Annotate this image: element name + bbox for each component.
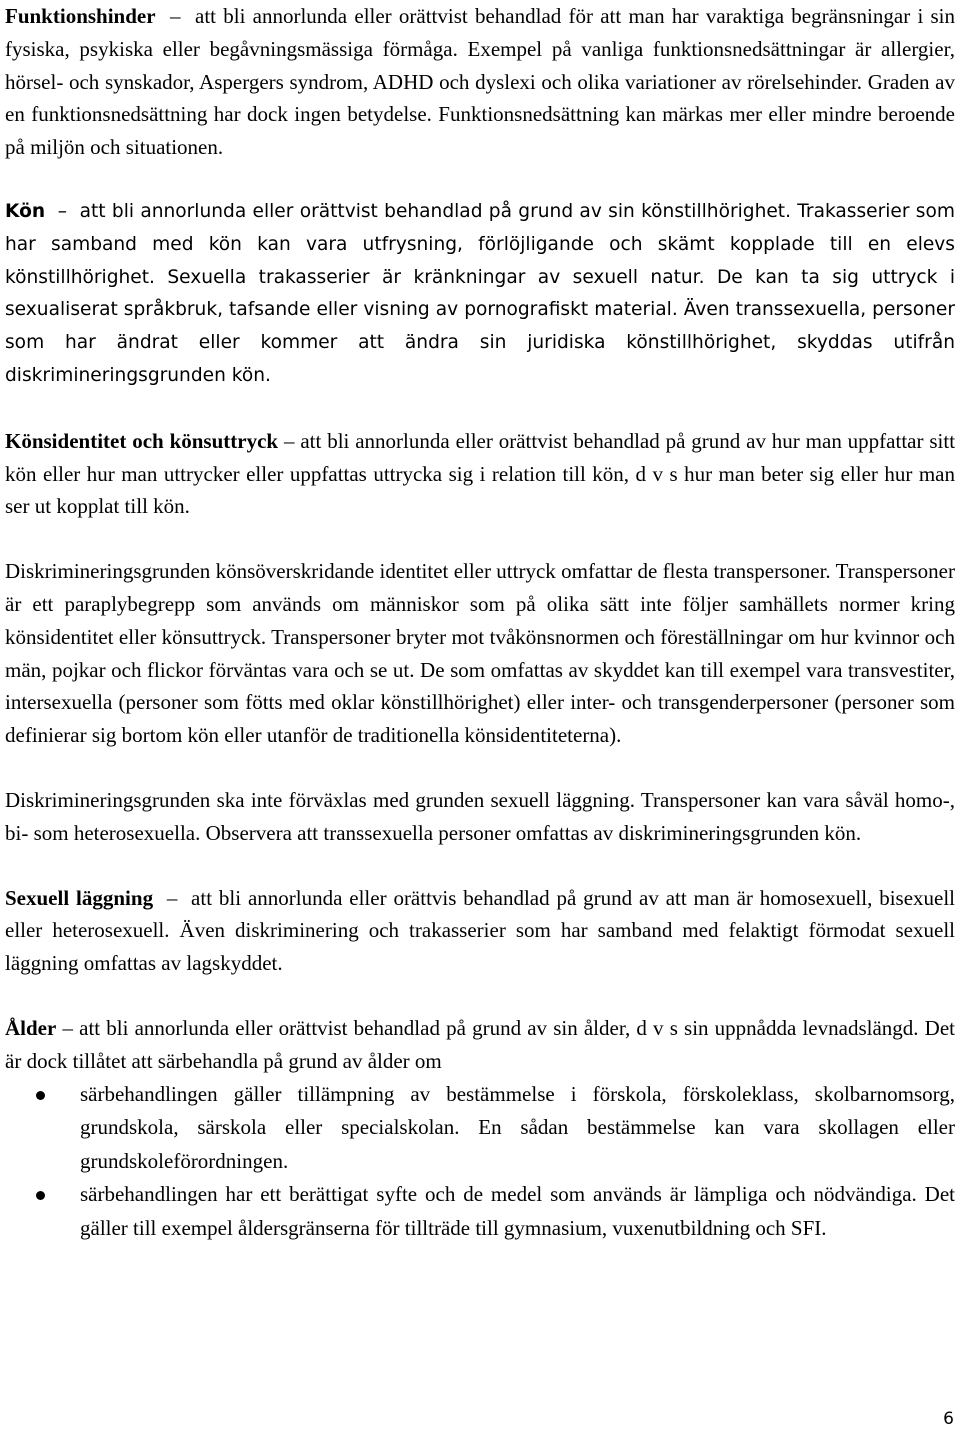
bullet-icon	[36, 1091, 45, 1100]
kon-paragraph	[5, 196, 955, 393]
diskriminering-paragraph-2: Diskrimineringsgrunden ska inte förväxlas med grunden sexuell läggning. Transpersoner kan vara såväl homo-, bi- som heterosexuella. Observera att transsexuella personer omfattas av diskrimineringsgrunden kön.	[5, 787, 955, 845]
funktionshinder-term: Funktionshinder	[5, 4, 156, 28]
term-dash: –	[62, 1015, 73, 1040]
alder-exception-list	[5, 1078, 955, 1246]
alder-text: att bli annorlunda eller orättvist behandlad på grund av sin ålder, d v s sin uppnådda levnadslängd. Det är dock tillåtet att särbehandla på grund av ålder om	[5, 1015, 955, 1073]
term-dash: –	[57, 200, 67, 222]
funktionshinder-text: att bli annorlunda eller orättvist behandlad för att man har varaktiga begränsningar i sin fysiska, psykiska eller begåvningsmässiga förmåga. Exempel på vanliga funktionsnedsättningar är allergier, hörsel- och synskador, Aspergers syndrom, ADHD och dyslexi och olika variationer av rörelsehinder. Graden av en funktionsnedsättning har dock ingen betydelse. Funktionsnedsättning kan märkas mer eller mindre beroende på miljön och situationen.	[5, 4, 956, 160]
konsidentitet-text: att bli annorlunda eller orättvist behandlad på grund av hur man uppfattar sitt kön eller hur man uttrycker eller uppfattas uttrycka sig i relation till kön, d v s hur man beter sig eller hur man ser ut kopplat till kön.	[5, 428, 956, 519]
list-item	[5, 1078, 955, 1179]
term-dash: –	[170, 4, 181, 28]
page-number: 6	[943, 1409, 954, 1429]
term-dash: –	[166, 885, 178, 910]
bullet-icon	[36, 1191, 45, 1200]
list-item	[5, 1178, 955, 1245]
konsidentitet-term: Könsidentitet och könsuttryck	[5, 428, 279, 453]
sexuell-text: att bli annorlunda eller orättvis behandlad på grund av att man är homosexuell, bisexuell eller heterosexuell. Även diskriminering och trakasserier som har samband med felaktigt förmodat sexuell läggning omfattas av lagskyddet.	[5, 885, 956, 976]
sexuell-term: Sexuell läggning	[5, 885, 154, 910]
term-dash: –	[283, 428, 295, 453]
kon-term: Kön	[5, 200, 46, 222]
konsidentitet-paragraph	[5, 425, 955, 523]
list-item-text: särbehandlingen har ett berättigat syfte och de medel som används är lämpliga och nödvändiga. Det gäller till exempel åldersgränserna för tillträde till gymnasium, vuxenutbildning och SFI.	[80, 1182, 955, 1240]
list-item-text: särbehandlingen gäller tillämpning av bestämmelse i förskola, förskoleklass, skolbarnomsorg, grundskola, särskola eller specialskolan. En sådan bestämmelse kan vara skollagen eller grundskoleförordningen.	[80, 1081, 955, 1173]
alder-term: Ålder	[5, 1015, 57, 1040]
alder-paragraph	[5, 1012, 955, 1078]
document-page	[5, 0, 955, 1245]
kon-text: att bli annorlunda eller orättvist behandlad på grund av sin könstillhörighet. Trakasserier som har samband med kön kan vara utfrysning, förlöjligande och skämt kopplade till en elevs könstillhörighet. Sexuella trakasserier är kränkningar av sexuell natur. De kan ta sig uttryck i sexualiserat språkbruk, tafsande eller visning av pornografiskt material. Även transsexuella, personer som har ändrat eller kommer att ändra sin juridiska könstillhörighet, skyddas utifrån diskrimineringsgrunden kön.	[5, 200, 955, 386]
funktionshinder-paragraph	[5, 0, 955, 164]
diskriminering-paragraph-1: Diskrimineringsgrunden könsöverskridande identitet eller uttryck omfattar de flesta transpersoner. Transpersoner är ett paraplybegrepp som används om människor som på olika sätt inte följer samhällets normer kring könsidentitet eller könsuttryck. Transpersoner bryter mot tvåkönsnormen och föreställningar om hur kvinnor och män, pojkar och flickor förväntas vara och se ut. De som omfattas av skyddet kan till exempel vara transvestiter, intersexuella (personer som fötts med oklar könstillhörighet) eller inter- och transgenderpersoner (personer som definierar sig bortom kön eller utanför de traditionella könsidentiteterna).	[5, 559, 955, 748]
sexuell-paragraph	[5, 882, 955, 980]
